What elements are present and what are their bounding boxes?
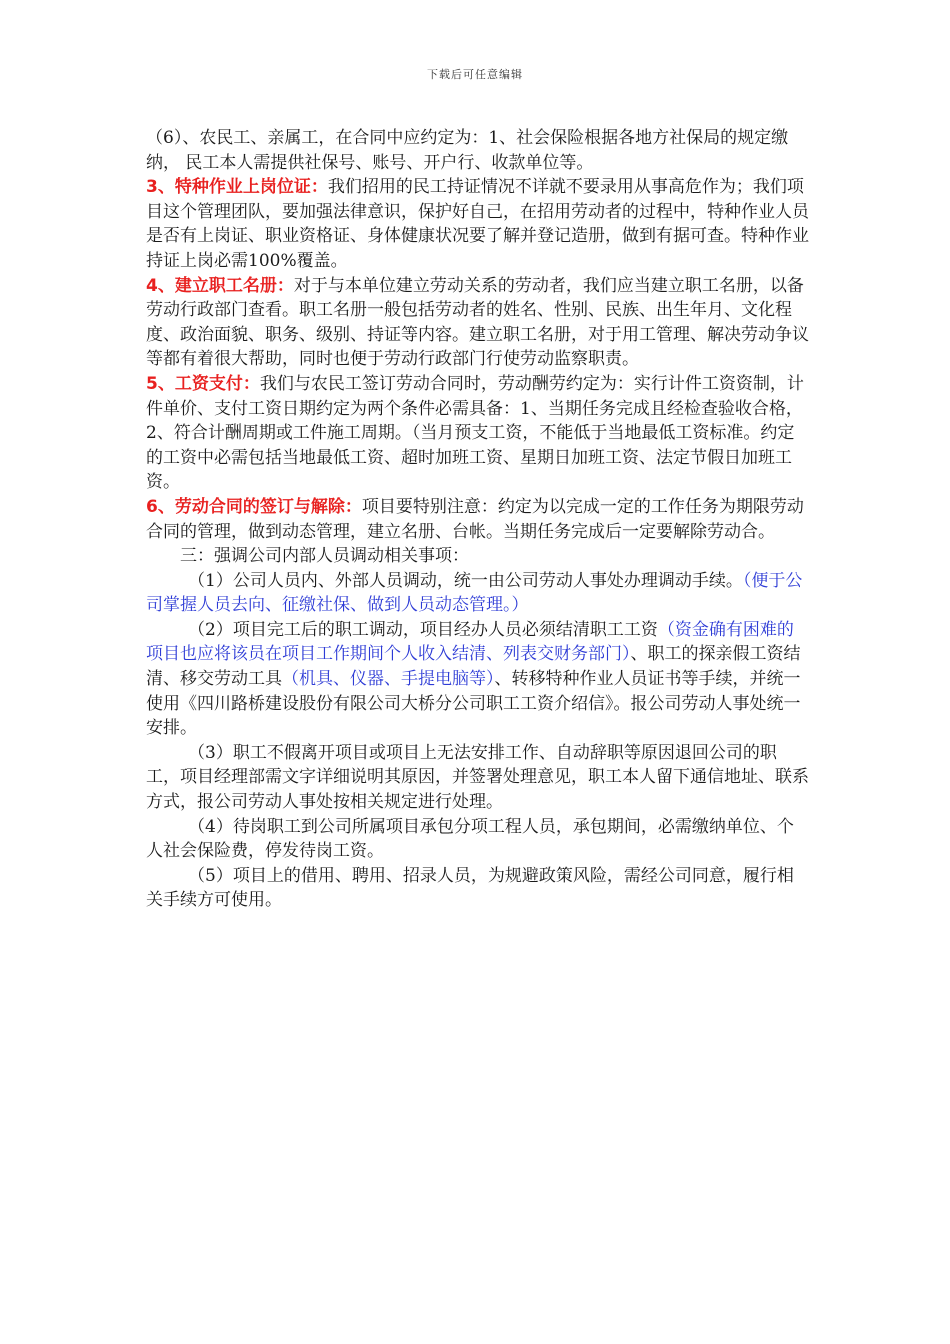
section-special-operation-certificate	[146, 175, 810, 273]
part-three-item-4: （4）待岗职工到公司所属项目承包分项工程人员，承包期间，必需缴纳单位、个人社会保险费，停发待岗工资。	[146, 816, 794, 862]
page-header: 下载后可任意编辑	[427, 68, 523, 81]
item-text: 、转移特种作业人员证书等手续，并统一使用《四川路桥建设股份有限公司大桥分公司职工工资介绍信》。报公司劳动人事处统一安排。	[146, 669, 801, 739]
item-text: 、职工的探亲假工资结清、移交劳动工具	[146, 644, 801, 690]
section-body: 我们与农民工签订劳动合同时，劳动酬劳约定为：实行计件工资资制，计件单价、支付工资日期约定为两个条件必需具备：1、当期任务完成且经检查验收合格，2、符合计酬周期或工件施工周期。（当月预支工资，不能低于当地最低工资标准。约定的工资中必需包括当地最低工资、超时加班工资、星期日加班工资、法定节假日加班工资。	[146, 373, 804, 493]
item-text: （2）项目完工后的职工调动，项目经办人员必须结清职工工资	[188, 619, 658, 640]
part-three-item-2	[146, 618, 810, 741]
item-note: （机具、仪器、手提电脑等）	[282, 669, 495, 690]
section-heading: 4、建立职工名册：	[146, 275, 294, 296]
part-three-item-3: （3）职工不假离开项目或项目上无法安排工作、自动辞职等原因退回公司的职工，项目经理部需文字详细说明其原因，并签署处理意见，职工本人留下通信地址、联系方式，报公司劳动人事处按相关规定进行处理。	[146, 742, 809, 813]
section-wage-payment	[146, 372, 810, 495]
paragraph-insurance: （6）、农民工、亲属工，在合同中应约定为：1、社会保险根据各地方社保局的规定缴纳， 民工本人需提供社保号、账号、开户行、收款单位等。	[146, 128, 789, 173]
section-heading: 6、劳动合同的签订与解除：	[146, 496, 362, 517]
section-heading: 3、特种作业上岗位证：	[146, 177, 328, 198]
section-labor-contract	[146, 495, 810, 544]
section-body: 项目要特别注意：约定为以完成一定的工作任务为期限劳动合同的管理，做到动态管理，建立名册、台帐。当期任务完成后一定要解除劳动合。	[146, 496, 804, 542]
document-body	[146, 126, 810, 913]
section-heading: 5、工资支付：	[146, 373, 260, 394]
section-employee-roster	[146, 274, 810, 372]
part-three-item-5: （5）项目上的借用、聘用、招录人员，为规避政策风险，需经公司同意，履行相关手续方可使用。	[146, 865, 794, 911]
part-three-item-1	[146, 569, 810, 618]
item-text: （1）公司人员内、外部人员调动，统一由公司劳动人事处办理调动手续。	[188, 570, 743, 591]
item-note: （便于公司掌握人员去向、征缴社保、做到人员动态管理。）	[146, 570, 803, 616]
section-body: 我们招用的民工持证情况不详就不要录用从事高危作为；我们项目这个管理团队，要加强法律意识，保护好自己，在招用劳动者的过程中，特种作业人员是否有上岗证、职业资格证、身体健康状况要了解并登记造册，做到有据可查。特种作业持证上岗必需100%覆盖。	[146, 177, 809, 271]
section-body: 对于与本单位建立劳动关系的劳动者，我们应当建立职工名册，以备劳动行政部门查看。职工名册一般包括劳动者的姓名、性别、民族、出生年月、文化程度、政治面貌、职务、级别、持证等内容。建立职工名册，对于用工管理、解决劳动争议等都有着很大帮助，同时也便于劳动行政部门行使劳动监察职责。	[146, 275, 809, 370]
item-note: （资金确有困难的项目也应将该员在项目工作期间个人收入结清、列表交财务部门）	[146, 619, 794, 665]
part-three-title: 三：强调公司内部人员调动相关事项：	[180, 546, 469, 567]
